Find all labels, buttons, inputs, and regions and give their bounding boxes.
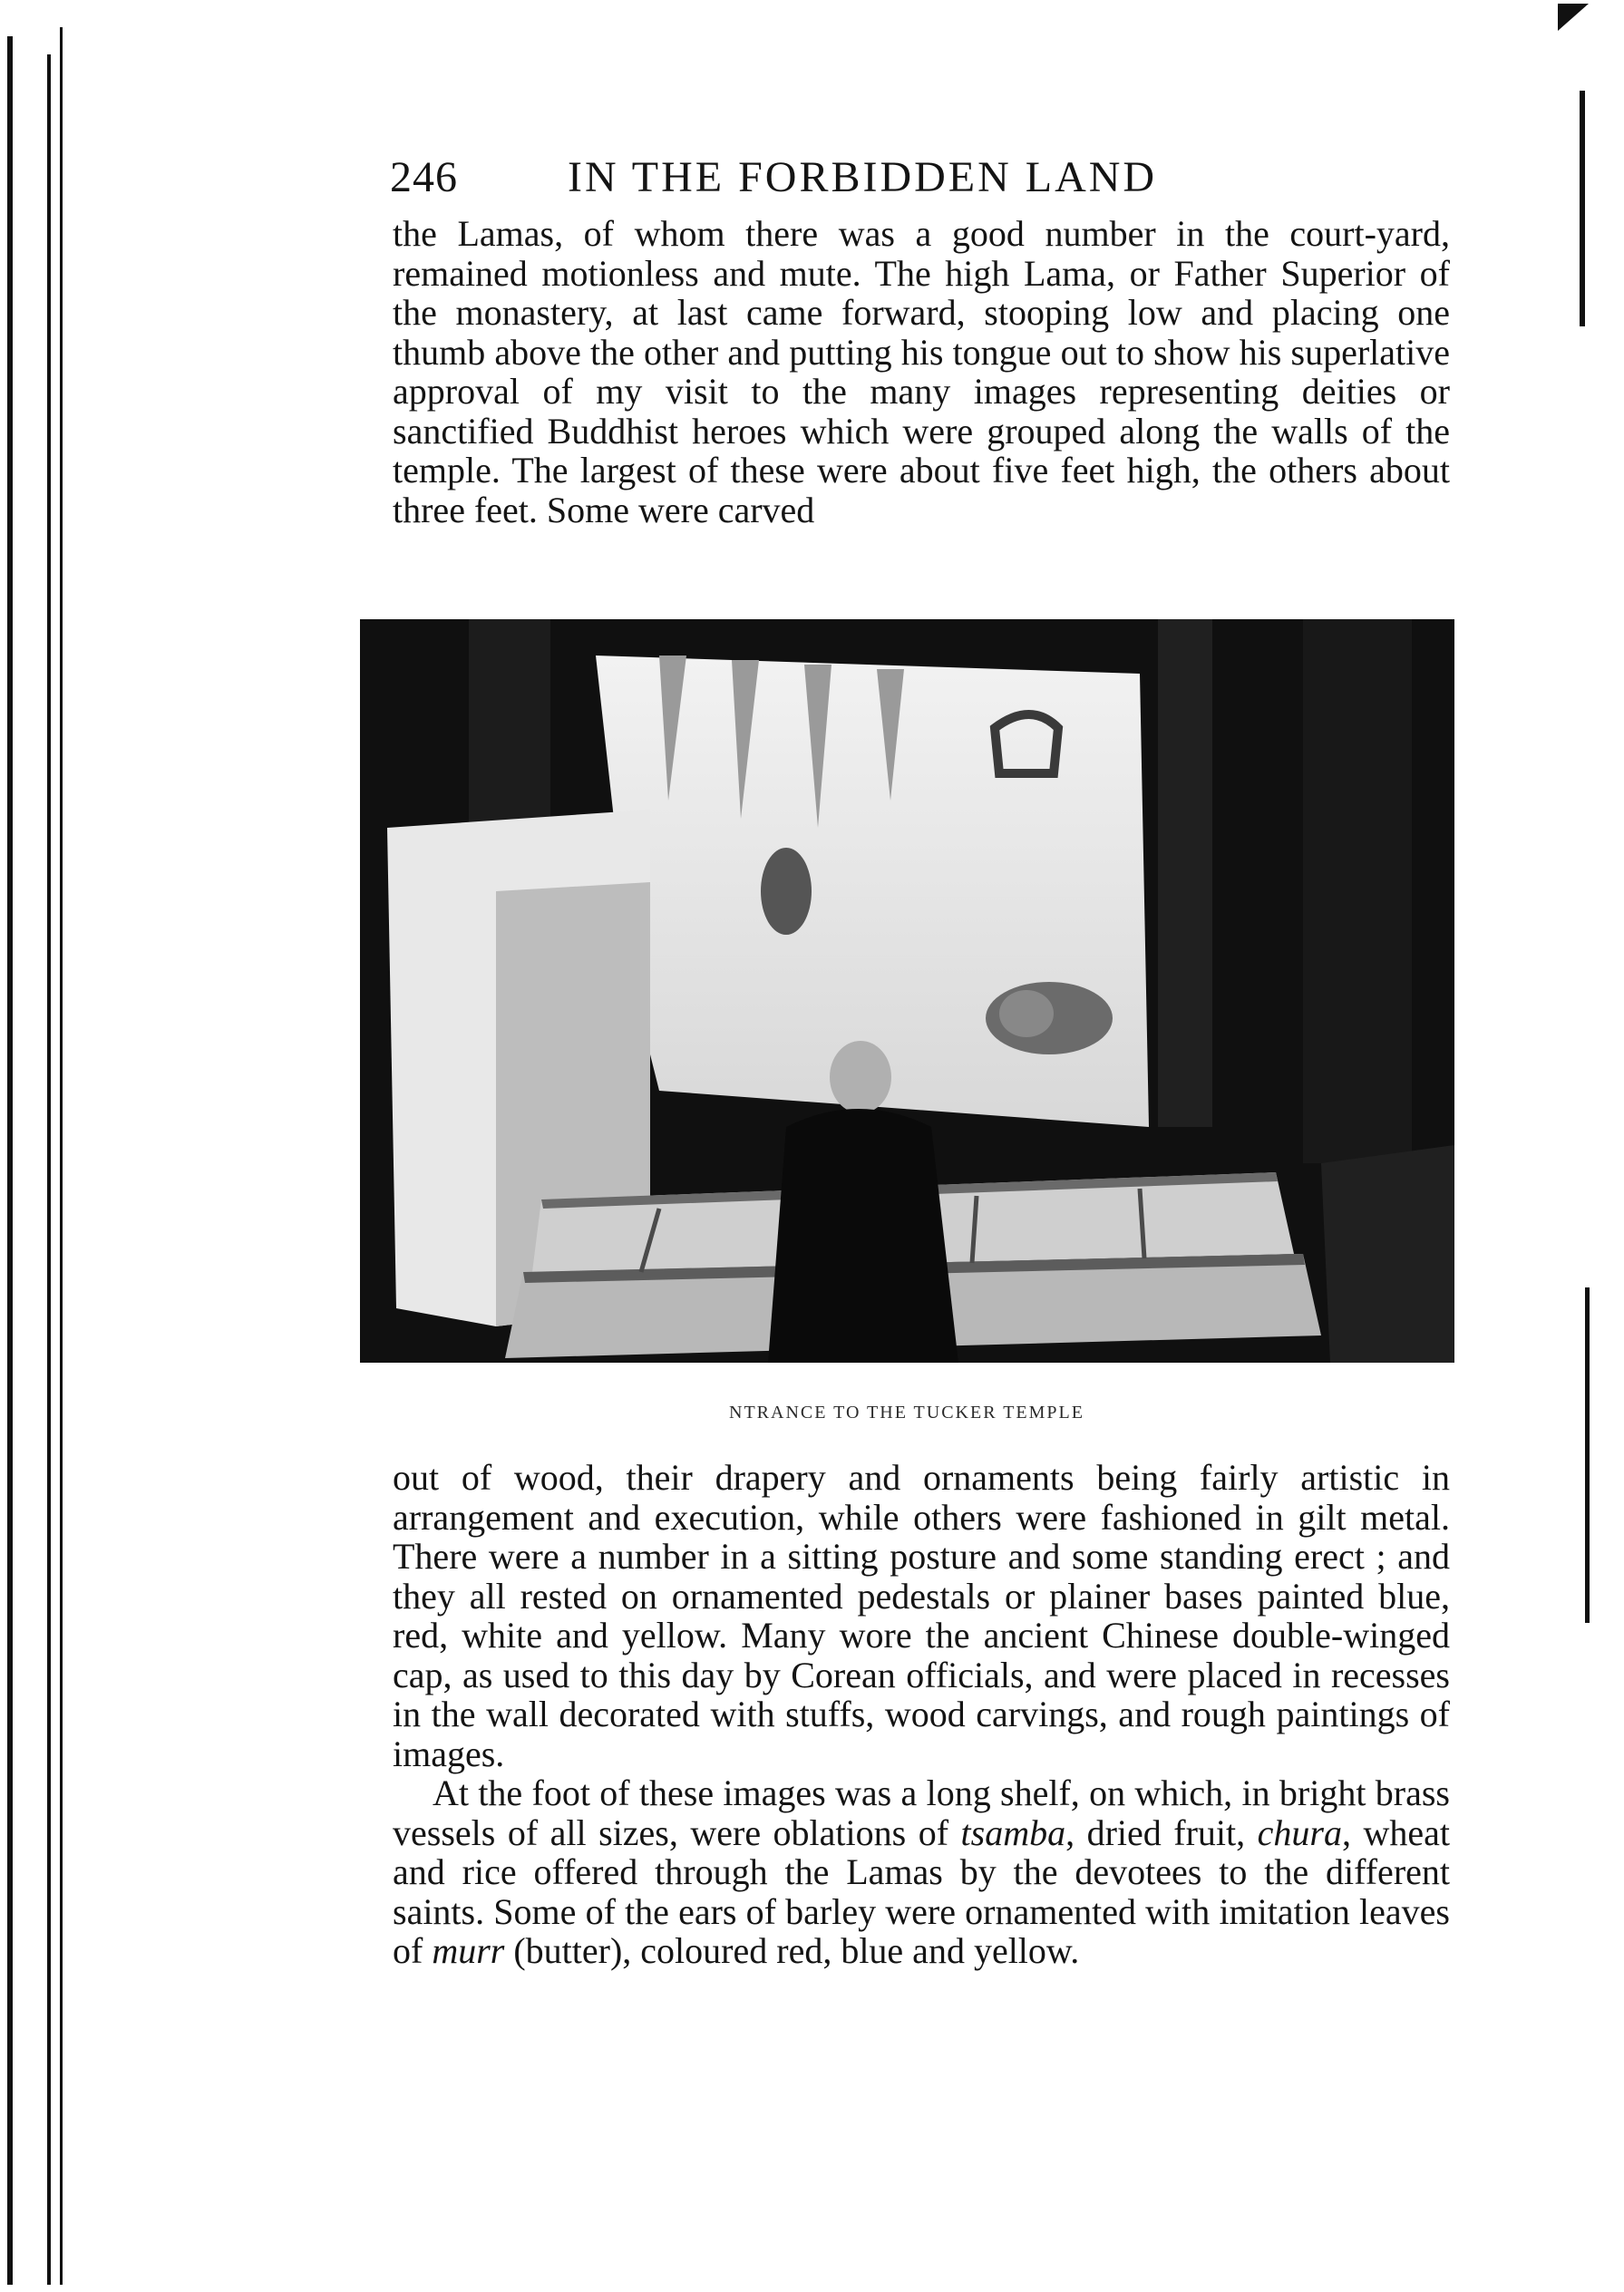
page-number: 246 [390,153,458,201]
term-murr: murr [432,1930,505,1971]
scan-edge-left-inner [47,54,51,2285]
running-title: IN THE FORBIDDEN LAND [568,153,1158,201]
scan-edge-right-top [1580,91,1585,326]
scan-edge-left [7,36,13,2285]
paragraph-2 [393,1773,1450,1971]
term-chura: chura [1257,1811,1342,1853]
paragraph-2-part-1: At the foot of these images was a long shelf, on which, in bright brass vessels of all sizes, were oblations of [393,1772,1450,1853]
scan-edge-left-inner-2 [60,27,63,2285]
paragraph-1: out of wood, their drapery and ornaments being fairly artistic in arrangement and execution, while others were fashioned in gilt metal. There were a number in a sitting posture and some standing erect ; and they all rested on ornamented pedestals or plainer bases painted blue, red, white and yellow. Many wore the ancient Chinese double-winged cap, as used to this day by Corean officials, and were placed in recesses in the wall decorated with stuffs, wood carvings, and rough paintings of images. [393,1457,1450,1774]
term-tsamba: tsamba [960,1811,1066,1853]
paragraph-top: the Lamas, of whom there was a good number in the court-yard, remained motionless and mute. The high Lama, or Father Superior of the monastery, at last came forward, stooping low and placing one thumb above the other and putting his tongue out to show his superlative approval of my visit to the many images representing deities or sanctified Buddhist heroes which were grouped along the walls of the temple. The largest of these were about five feet high, the others about three feet. Some were carved [393,213,1450,530]
illustration-caption: NTRANCE TO THE TUCKER TEMPLE [729,1403,1084,1423]
page-corner-mark [1558,4,1589,31]
text-block-bottom [393,1458,1450,1971]
paragraph-2-part-4: (butter), coloured red, blue and yellow. [504,1930,1080,1971]
paragraph-2-part-2: , dried fruit, [1065,1811,1258,1853]
illustration-plate [360,619,1454,1363]
text-block-top [393,214,1450,529]
paragraph-2-part-3: , wheat and rice offered through the Lamas by the devotees to the different saints. Some of the ears of barley were ornamented with imitation leaves of [393,1811,1450,1971]
temple-illustration [360,619,1454,1363]
running-head [390,152,1288,207]
scan-edge-right-bottom [1585,1287,1590,1623]
